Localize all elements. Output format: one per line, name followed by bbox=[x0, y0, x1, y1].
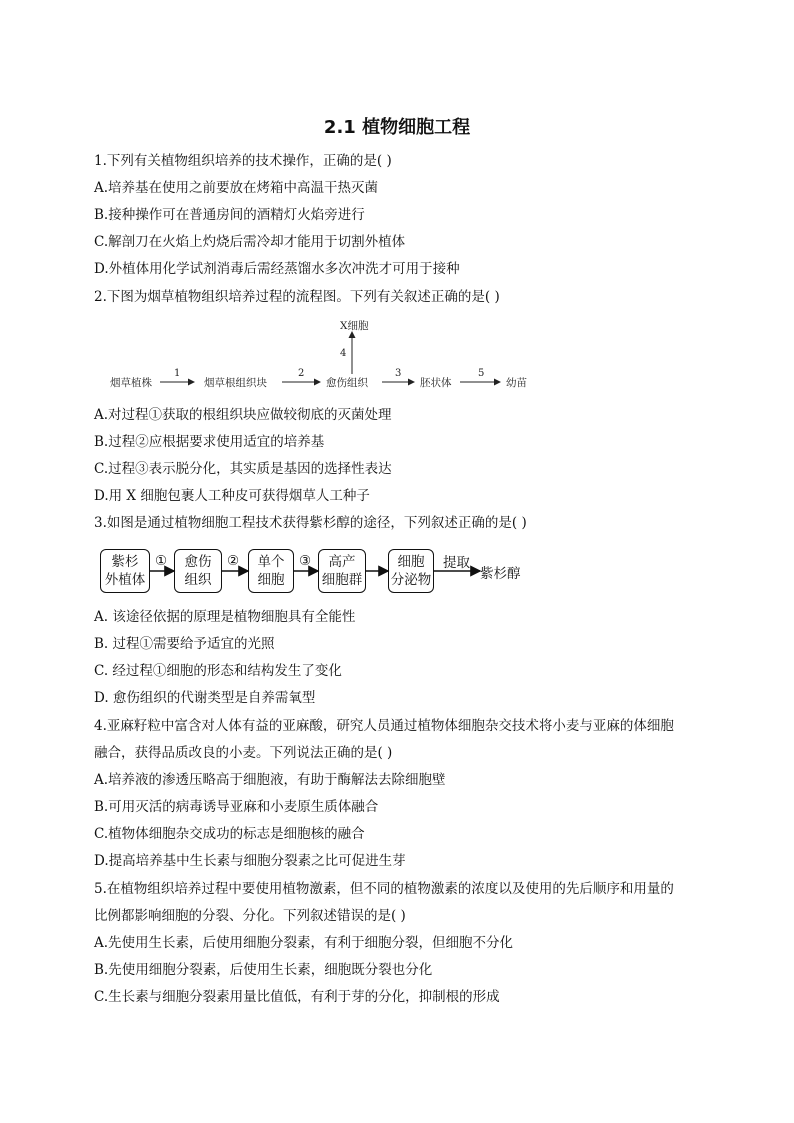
node-tobacco-plant: 烟草植株 bbox=[110, 377, 152, 389]
page-title: 2.1 植物细胞工程 bbox=[323, 117, 471, 138]
question-1-option-b: B.接种操作可在普通房间的酒精灯火焰旁进行 bbox=[94, 207, 365, 223]
label-process-2: ② bbox=[227, 553, 240, 569]
question-1-option-d: D.外植体用化学试剂消毒后需经蒸馏水多次冲洗才可用于接种 bbox=[94, 261, 460, 277]
box-cell-secretion: 细胞 分泌物 bbox=[388, 549, 434, 593]
question-1-option-a: A.培养基在使用之前要放在烤箱中高温干热灭菌 bbox=[94, 180, 379, 196]
x-cell-node: X细胞 bbox=[340, 320, 369, 332]
label-process-3: ③ bbox=[299, 553, 312, 569]
question-5-stem-line-2: 比例都影响细胞的分裂、分化。下列叙述错误的是( ) bbox=[94, 908, 406, 924]
box-high-yield-cells: 高产 细胞群 bbox=[318, 549, 366, 593]
question-5-option-a: A.先使用生长素，后使用细胞分裂素，有利于细胞分裂，但细胞不分化 bbox=[94, 935, 514, 951]
label-process-1: ① bbox=[155, 553, 168, 569]
question-4-option-a: A.培养液的渗透压略高于细胞液，有助于酶解法去除细胞壁 bbox=[94, 772, 446, 788]
question-4-stem-line-1: 4.亚麻籽粒中富含对人体有益的亚麻酸，研究人员通过植物体细胞杂交技术将小麦与亚麻的体细胞 bbox=[94, 718, 674, 734]
node-root-tissue: 烟草根组织块 bbox=[204, 377, 267, 389]
question-4-stem-line-2: 融合，获得品质改良的小麦。下列说法正确的是( ) bbox=[94, 745, 393, 761]
node-seedling: 幼苗 bbox=[506, 377, 527, 389]
question-3-option-c: C. 经过程①细胞的形态和结构发生了变化 bbox=[94, 663, 342, 679]
label-extract: 提取 bbox=[443, 555, 470, 571]
question-1-option-c: C.解剖刀在火焰上灼烧后需冷却才能用于切割外植体 bbox=[94, 234, 406, 250]
step-2-label: 2 bbox=[298, 368, 305, 379]
question-2-option-d: D.用 X 细胞包裹人工种皮可获得烟草人工种子 bbox=[94, 488, 370, 504]
node-embryoid: 胚状体 bbox=[420, 377, 452, 389]
box-single-cell: 单个 细胞 bbox=[248, 549, 294, 593]
step-4-label: 4 bbox=[340, 348, 347, 359]
question-2-stem: 2.下图为烟草植物组织培养过程的流程图。下列有关叙述正确的是( ) bbox=[94, 289, 500, 305]
question-3-option-a: A. 该途径依据的原理是植物细胞具有全能性 bbox=[94, 609, 356, 625]
question-2-option-a: A.对过程①获取的根组织块应做较彻底的灭菌处理 bbox=[94, 407, 392, 423]
question-3-option-d: D. 愈伤组织的代谢类型是自养需氧型 bbox=[94, 690, 316, 706]
question-5-option-b: B.先使用细胞分裂素，后使用生长素，细胞既分裂也分化 bbox=[94, 962, 433, 978]
box-explant: 紫杉 外植体 bbox=[100, 549, 150, 593]
question-4-option-d: D.提高培养基中生长素与细胞分裂素之比可促进生芽 bbox=[94, 853, 406, 869]
question-4-option-c: C.植物体细胞杂交成功的标志是细胞核的融合 bbox=[94, 826, 365, 842]
node-callus: 愈伤组织 bbox=[326, 377, 368, 389]
question-3-option-b: B. 过程①需要给予适宜的光照 bbox=[94, 636, 275, 652]
question-1-stem: 1.下列有关植物组织培养的技术操作，正确的是( ) bbox=[94, 153, 392, 169]
question-2-option-b: B.过程②应根据要求使用适宜的培养基 bbox=[94, 434, 325, 450]
question-2-option-c: C.过程③表示脱分化，其实质是基因的选择性表达 bbox=[94, 461, 392, 477]
tobacco-culture-flowchart bbox=[108, 316, 548, 394]
step-1-label: 1 bbox=[174, 368, 181, 379]
box-callus: 愈伤 组织 bbox=[174, 549, 222, 593]
step-5-label: 5 bbox=[478, 368, 485, 379]
question-5-option-c: C.生长素与细胞分裂素用量比值低，有利于芽的分化，抑制根的形成 bbox=[94, 989, 500, 1005]
question-5-stem-line-1: 5.在植物组织培养过程中要使用植物激素，但不同的植物激素的浓度以及使用的先后顺序和用量的 bbox=[94, 881, 674, 897]
question-4-option-b: B.可用灭活的病毒诱导亚麻和小麦原生质体融合 bbox=[94, 799, 379, 815]
question-3-stem: 3.如图是通过植物细胞工程技术获得紫杉醇的途径，下列叙述正确的是( ) bbox=[94, 515, 527, 531]
paclitaxel-pathway-diagram bbox=[100, 547, 540, 599]
step-3-label: 3 bbox=[395, 368, 402, 379]
product-paclitaxel: 紫杉醇 bbox=[480, 566, 521, 582]
